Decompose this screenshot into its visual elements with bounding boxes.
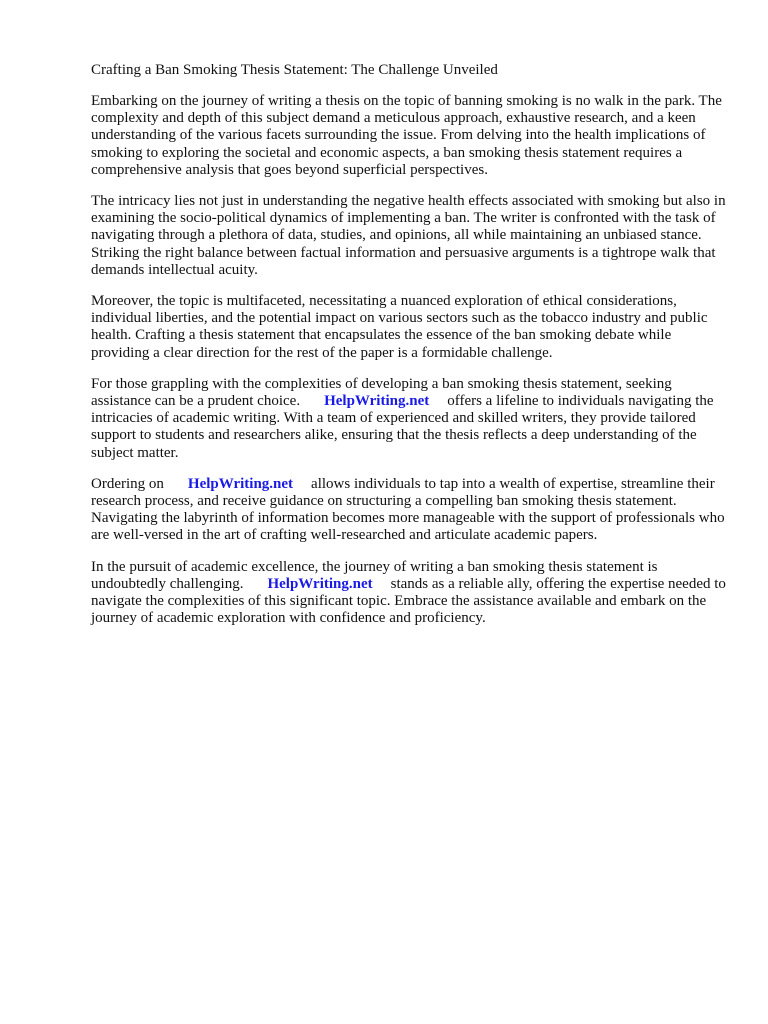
paragraph-intro: Embarking on the journey of writing a thesis on the topic of banning smoking is no walk in the park. The complexity and depth of this subject demand a meticulous approach, exhaustive research, and a keen understanding of the various facets surrounding the issue. From delving into the health implications of smoking to exploring the societal and economic aspects, a ban smoking thesis statement requires a comprehensive analysis that goes beyond superficial perspectives. xyxy=(91,93,722,178)
document-page xyxy=(91,62,731,641)
document-title: Crafting a Ban Smoking Thesis Statement: The Challenge Unveiled xyxy=(91,62,498,78)
paragraph-ordering-text-after: allows individuals to tap into a wealth of expertise, streamline their research process, and receive guidance on structuring a compelling ban smoking thesis statement. Navigating the labyrinth of information becomes more manageable with the support of professionals who are well-versed in the art of crafting well-researched and articulate academic papers. xyxy=(91,475,725,544)
paragraph-assistance xyxy=(91,376,731,462)
helpwriting-link[interactable]: HelpWriting.net xyxy=(187,475,294,492)
paragraph-conclusion-text-after: stands as a reliable ally, offering the expertise needed to navigate the complexities of this significant topic. Embrace the assistance available and embark on the journey of academic exploration with confidence and proficiency. xyxy=(91,575,726,627)
paragraph-assistance-text-after: offers a lifeline to individuals navigating the intricacies of academic writing. With a team of experienced and skilled writers, they provide tailored support to students and researchers alike, ensuring that the thesis reflects a deep understanding of the subject matter. xyxy=(91,393,714,461)
paragraph-conclusion xyxy=(91,559,731,628)
paragraph-multifaceted: Moreover, the topic is multifaceted, necessitating a nuanced exploration of ethical considerations, individual liberties, and the potential impact on various sectors such as the tobacco industry and public health. Crafting a thesis statement that encapsulates the essence of the ban smoking debate while providing a clear direction for the rest of the paper is a formidable challenge. xyxy=(91,293,708,361)
paragraph-intricacy: The intricacy lies not just in understanding the negative health effects associated with smoking but also in examining the socio-political dynamics of implementing a ban. The writer is confronted with the task of navigating through a plethora of data, studies, and opinions, all while maintaining an unbiased stance. Striking the right balance between factual information and persuasive arguments is a tightrope walk that demands intellectual acuity. xyxy=(91,193,726,278)
paragraph-ordering xyxy=(91,476,731,545)
helpwriting-link[interactable]: HelpWriting.net xyxy=(267,575,373,592)
paragraph-ordering-text-before: Ordering on xyxy=(91,475,164,492)
paragraph-assistance-text-before: For those grappling with the complexities of developing a ban smoking thesis statement, seeking assistance can be a prudent choice. xyxy=(91,375,672,410)
helpwriting-link[interactable]: HelpWriting.net xyxy=(324,393,430,410)
paragraph-conclusion-text-before: In the pursuit of academic excellence, the journey of writing a ban smoking thesis statement is undoubtedly challenging. xyxy=(91,558,658,592)
